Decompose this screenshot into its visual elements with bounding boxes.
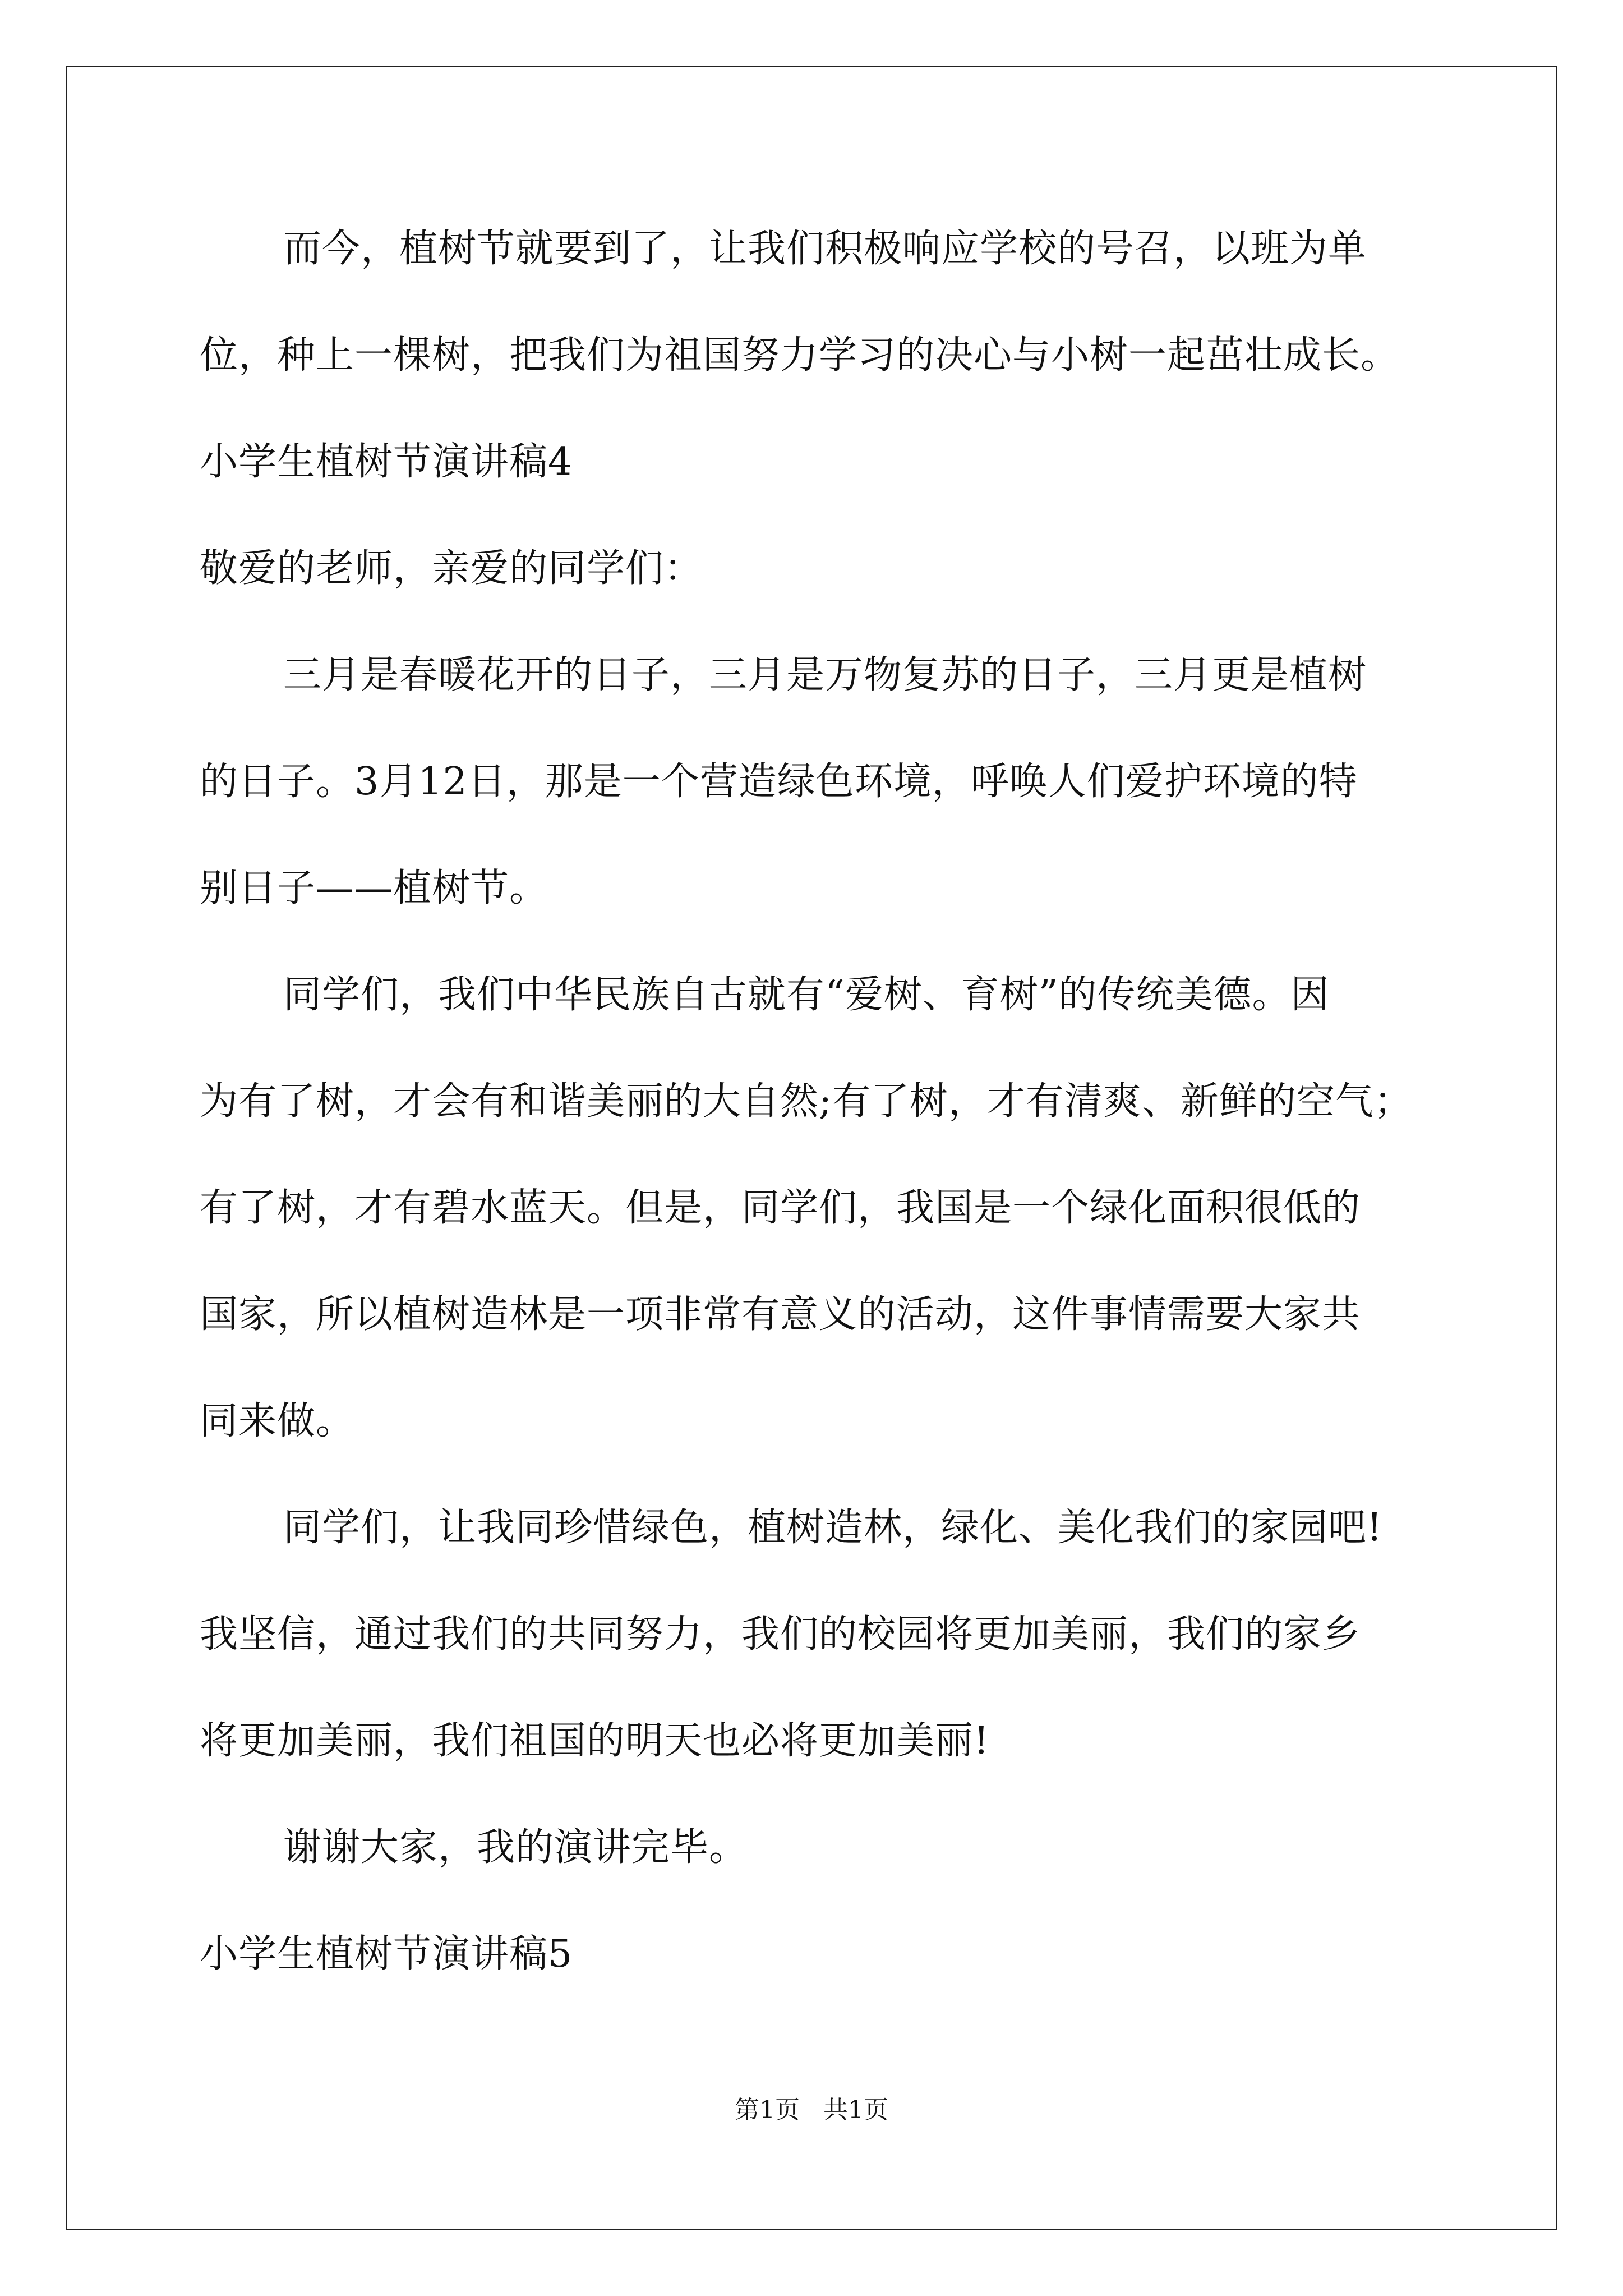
text-line: 三月是春暖花开的日子，三月是万物复苏的日子，三月更是植树 bbox=[283, 653, 1367, 697]
text-line: 同学们，让我同珍惜绿色，植树造林，绿化、美化我们的家园吧! bbox=[283, 1506, 1383, 1550]
text-line: 国家，所以植树造林是一项非常有意义的活动，这件事情需要大家共 bbox=[200, 1292, 1361, 1337]
section-heading: 小学生植树节演讲稿4 bbox=[200, 440, 573, 484]
text-line: 同学们，我们中华民族自古就有“爱树、育树”的传统美德。因 bbox=[283, 973, 1330, 1017]
text-line: 的日子。3月12日，那是一个营造绿色环境，呼唤人们爱护环境的特 bbox=[200, 760, 1358, 804]
page-footer: 第1页 共1页 bbox=[735, 2096, 888, 2124]
text-line: 我坚信，通过我们的共同努力，我们的校园将更加美丽，我们的家乡 bbox=[200, 1612, 1361, 1657]
text-line: 别日子——植树节。 bbox=[200, 866, 548, 910]
salutation: 敬爱的老师，亲爱的同学们： bbox=[200, 546, 703, 591]
section-heading: 小学生植树节演讲稿5 bbox=[200, 1932, 573, 1976]
text-line: 有了树，才有碧水蓝天。但是，同学们，我国是一个绿化面积很低的 bbox=[200, 1186, 1361, 1230]
text-line: 而今，植树节就要到了，让我们积极响应学校的号召，以班为单 bbox=[283, 227, 1367, 271]
text-line: 为有了树，才会有和谐美丽的大自然;有了树，才有清爽、新鲜的空气； bbox=[200, 1079, 1413, 1124]
text-line: 谢谢大家，我的演讲完毕。 bbox=[283, 1825, 748, 1870]
text-line: 位，种上一棵树，把我们为祖国努力学习的决心与小树一起茁壮成长。 bbox=[200, 333, 1400, 378]
page-border bbox=[66, 66, 1557, 2230]
text-line: 将更加美丽，我们祖国的明天也必将更加美丽! bbox=[200, 1719, 990, 1763]
text-line: 同来做。 bbox=[200, 1399, 355, 1443]
